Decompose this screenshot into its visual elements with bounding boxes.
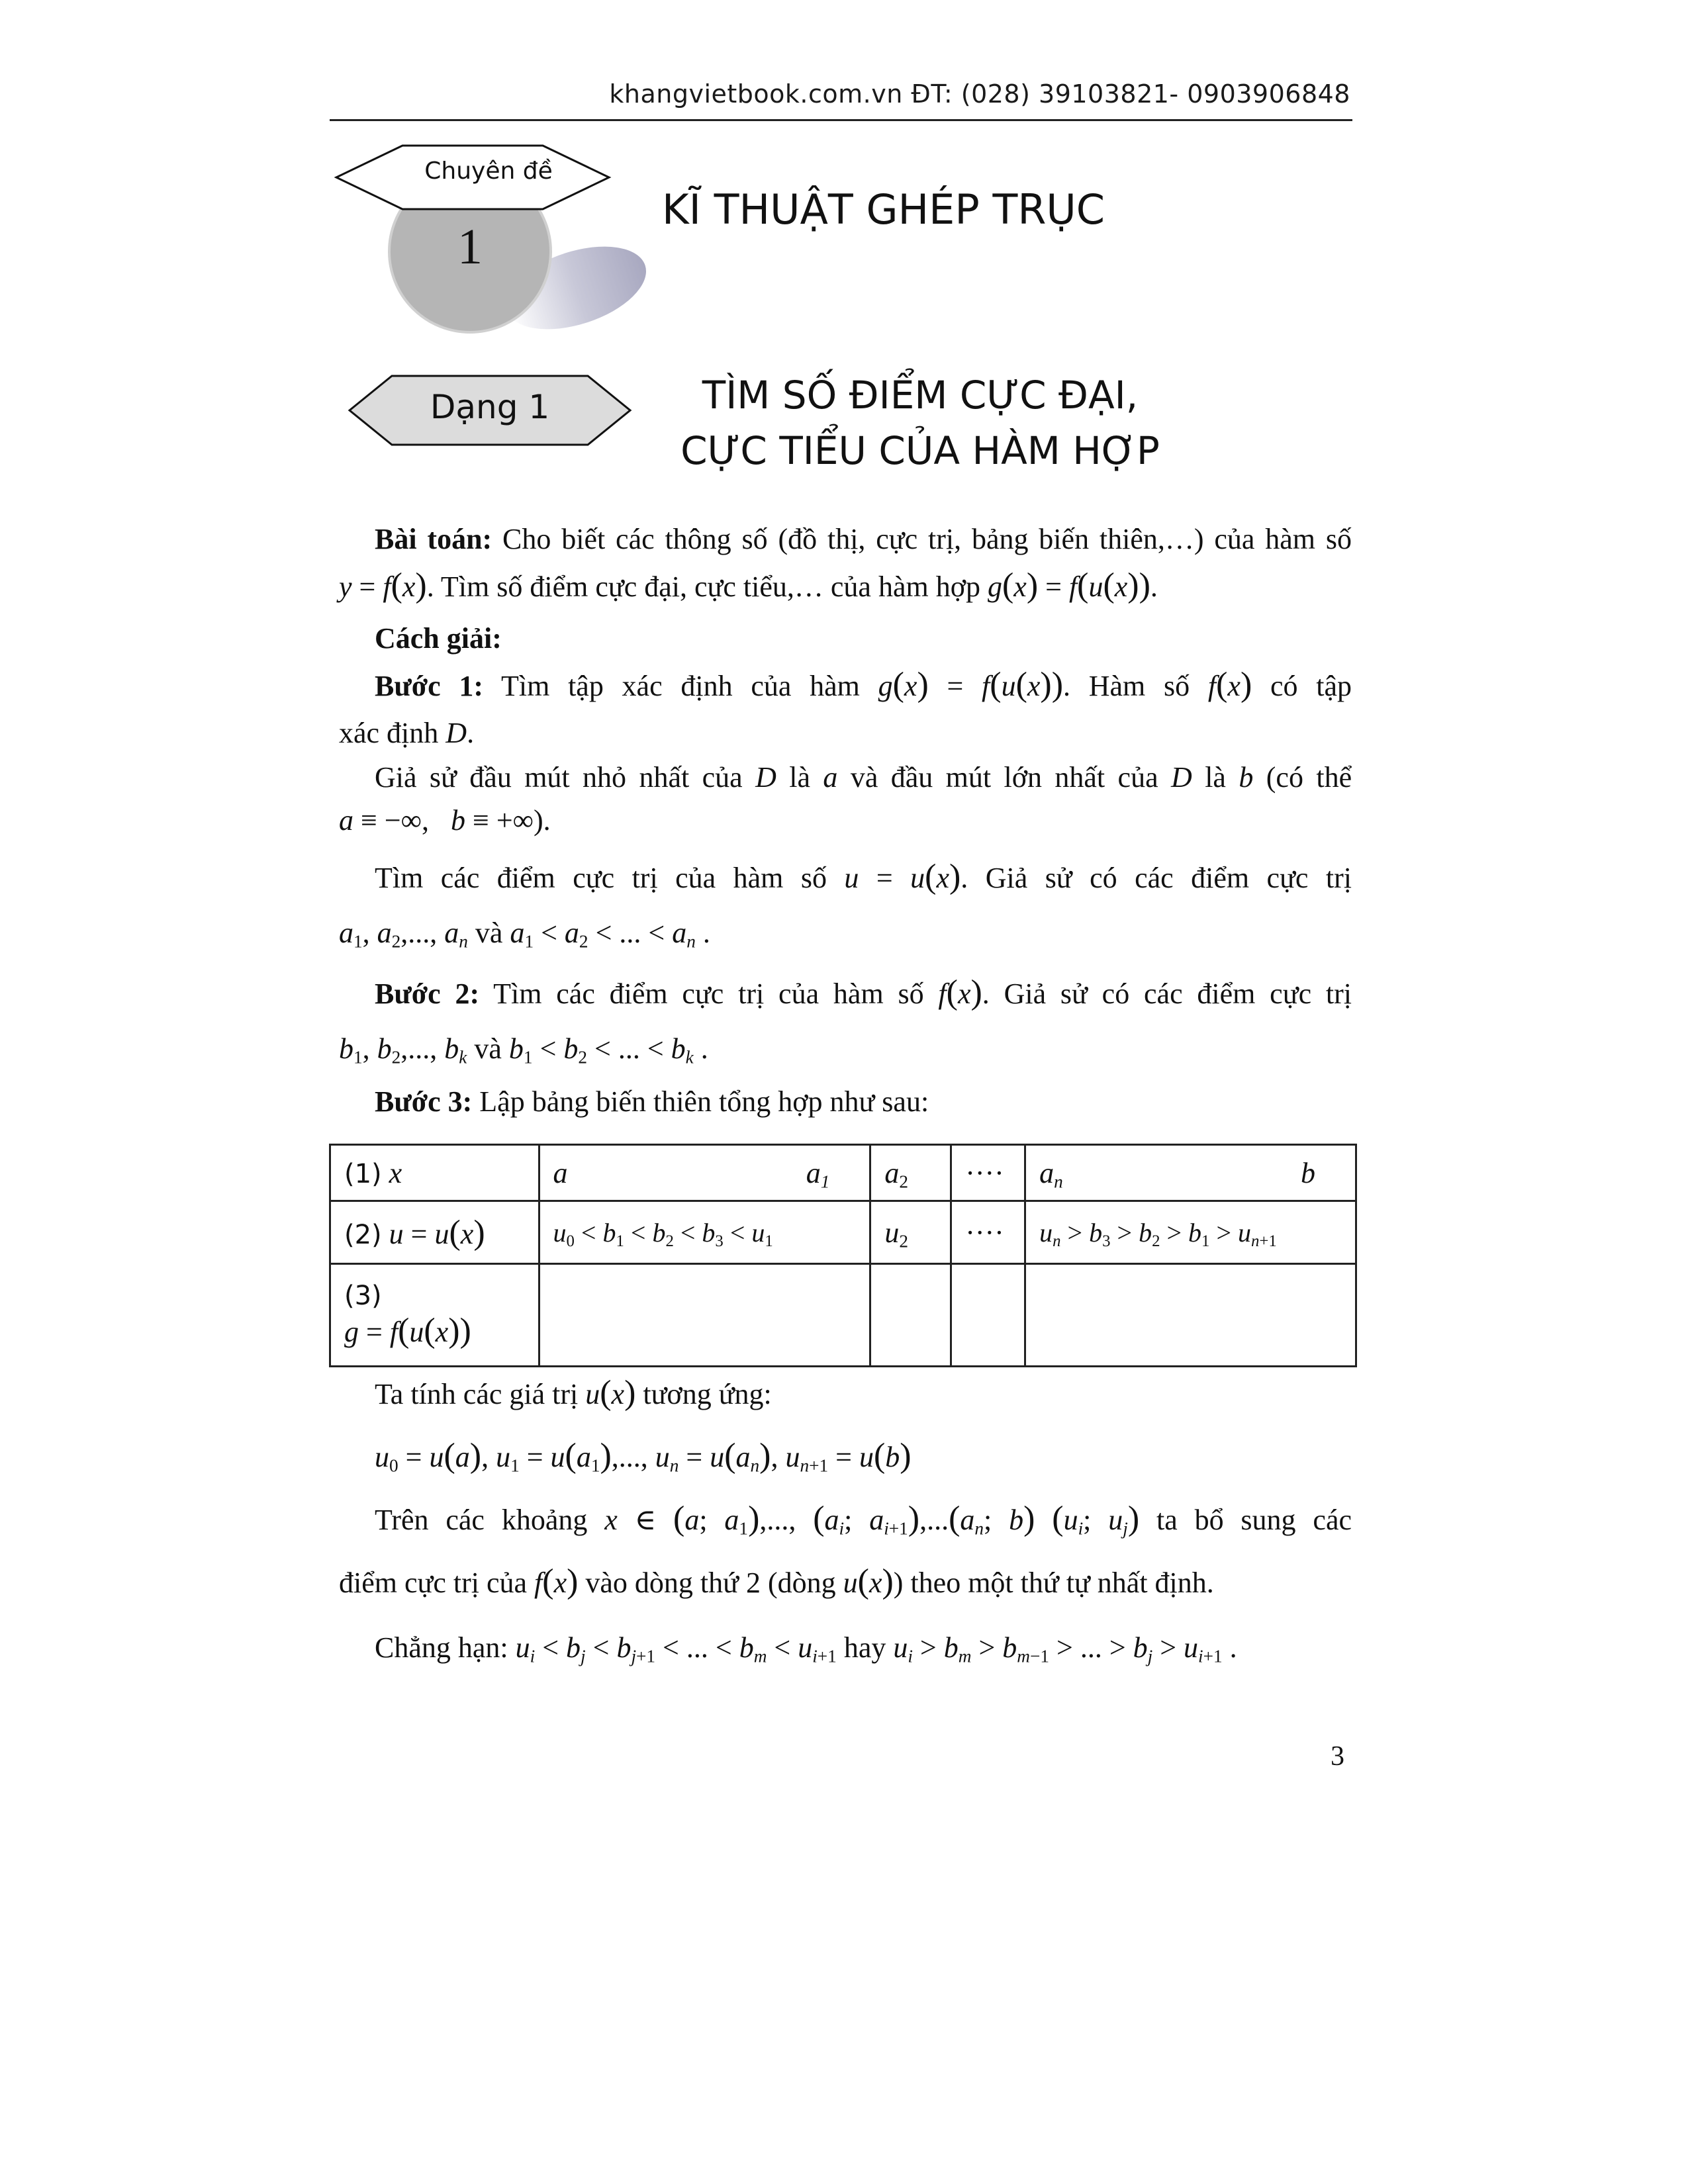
page-header <box>0 79 1350 109</box>
table-cell: $a_2$ <box>870 1145 951 1201</box>
step3-line: Bước 3: Lập bảng biến thiên tổng hợp như sau: <box>375 1085 929 1118</box>
table-cell: (3) g = f(u(x)) <box>330 1264 539 1367</box>
table-cell: $u_2$ <box>870 1201 951 1264</box>
section-title-line1: TÌM SỐ ĐIỂM CỰC ĐẠI, <box>702 373 1139 418</box>
step1-line4: a ≡ −∞, b ≡ +∞). <box>339 804 551 837</box>
table-cell: ···· <box>951 1145 1025 1201</box>
step1-line5: Tìm các điểm cực trị của hàm số u = u(x). Giả sử có các điểm cực trị <box>375 858 1352 895</box>
table-cell: $u_0 < b_1 < b_2 < b_3 < u_1$ <box>539 1201 870 1264</box>
header-divider <box>330 119 1352 121</box>
chapter-number: 1 <box>457 219 483 275</box>
table-cell: $u_n > b_3 > b_2 > b_1 > u_{n+1}$ <box>1025 1201 1356 1264</box>
method-label: Cách giải: <box>375 622 502 655</box>
problem-line2: y = f(x). Tìm số điểm cực đại, cực tiểu,… của hàm hợp g(x) = f(u(x)). <box>339 567 1158 604</box>
header-phone: ĐT: (028) 39103821- 0903906848 <box>911 79 1350 109</box>
header-site: khangvietbook.com.vn <box>609 79 903 109</box>
step1-label: Bước 1: <box>375 670 484 702</box>
table-cell <box>1025 1264 1356 1367</box>
table-cell: ···· <box>951 1201 1025 1264</box>
page-number: 3 <box>1331 1741 1344 1772</box>
chapter-title: KĨ THUẬT GHÉP TRỤC <box>662 185 1105 234</box>
after-table-line4: điểm cực trị của f(x) vào dòng thứ 2 (dòng u(x)) theo một thứ tự nhất định. <box>339 1563 1214 1600</box>
section-badge-label: Dạng 1 <box>430 388 550 426</box>
chapter-badge-label: Chuyên đề <box>424 158 553 185</box>
table-cell: (2) u = u(x) <box>330 1201 539 1264</box>
step3-label: Bước 3: <box>375 1085 473 1118</box>
table-cell <box>870 1264 951 1367</box>
problem-line1: Bài toán: Cho biết các thông số (đồ thị, cực trị, bảng biến thiên,…) của hàm số <box>375 523 1352 555</box>
table-cell <box>539 1264 870 1367</box>
step2-line2: $b_1$, $b_2$,..., $b_k$ và $b_1 < b_2$ < ... < $b_k$ . <box>339 1032 708 1068</box>
after-table-line5: Chẳng hạn: $u_i < b_j < b_{j+1}$ < ... < $b_m < u_{i+1}$ hay $u_i > b_m > b_{m-1}$ > ... > $b_j > u_{i+1}$ . <box>375 1631 1237 1666</box>
after-table-line1: Ta tính các giá trị u(x) tương ứng: <box>375 1374 772 1412</box>
step2-label: Bước 2: <box>375 978 480 1010</box>
table-cell: $a_n$ b <box>1025 1145 1356 1201</box>
step2-line1: Bước 2: Tìm các điểm cực trị của hàm số f(x). Giả sử có các điểm cực trị <box>375 974 1352 1011</box>
after-table-line2: $u_0 = u(a)$, $u_1 = u(a_1)$,..., $u_n = u(a_n)$, $u_{n+1} = u(b)$ <box>375 1437 912 1476</box>
table-row <box>330 1201 1356 1264</box>
step1-line6: $a_1$, $a_2$,..., $a_n$ và $a_1 < a_2$ < ... < $a_n$ . <box>339 917 710 952</box>
step1-line3: Giả sử đầu mút nhỏ nhất của D là a và đầu mút lớn nhất của D là b (có thể <box>375 761 1352 794</box>
variation-table <box>329 1144 1357 1367</box>
table-cell: (1) x <box>330 1145 539 1201</box>
section-title <box>635 367 1205 478</box>
problem-label: Bài toán: <box>375 523 492 555</box>
step1-line2: xác định D. <box>339 717 475 749</box>
table-cell: a $a_1$ <box>539 1145 870 1201</box>
table-row <box>330 1264 1356 1367</box>
section-title-line2: CỰC TIỂU CỦA HÀM HỢP <box>680 428 1160 473</box>
after-table-line3: Trên các khoảng x ∈ (a; $a_1$),..., ($a_i$; $a_{i+1}),...(a_n$; b) ($u_i$; $u_j$) ta bổ sung các <box>375 1500 1352 1539</box>
table-cell <box>951 1264 1025 1367</box>
table-row <box>330 1145 1356 1201</box>
step1-line1: Bước 1: Tìm tập xác định của hàm g(x) = f(u(x)). Hàm số f(x) có tập <box>375 666 1352 704</box>
